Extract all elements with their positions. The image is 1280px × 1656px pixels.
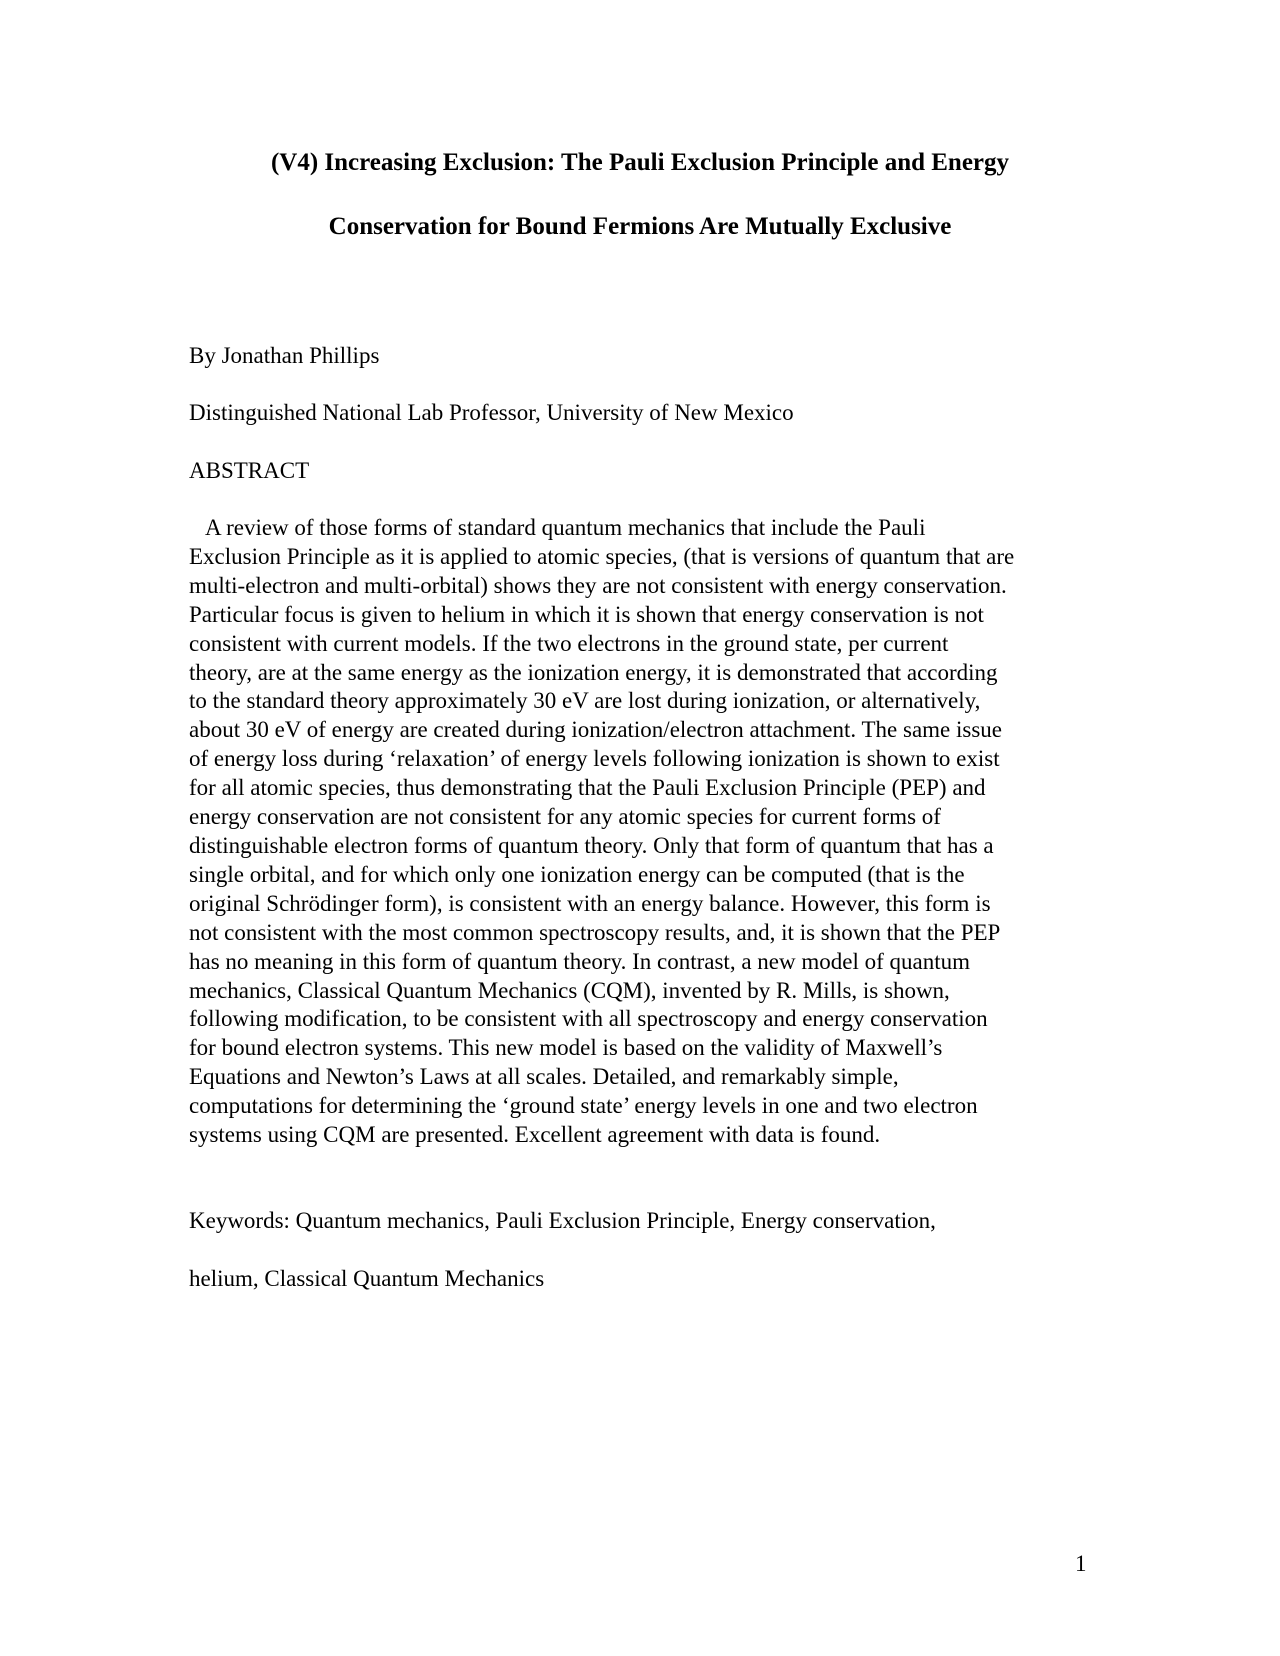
abstract-line: energy conservation are not consistent for any atomic species for current forms of [189,804,941,830]
paper-title-line-2: Conservation for Bound Fermions Are Mutually Exclusive [328,213,952,240]
abstract-line: not consistent with the most common spectroscopy results, and, it is shown that the PEP [189,919,1001,945]
abstract-line: to the standard theory approximately 30 eV are lost during ionization, or alternatively, [189,688,981,714]
abstract-line: about 30 eV of energy are created during ionization/electron attachment. The same issue [189,717,1003,743]
abstract-line: Equations and Newton’s Laws at all scales. Detailed, and remarkably simple, [189,1064,899,1090]
author-affiliation: Distinguished National Lab Professor, University of New Mexico [189,400,794,425]
paper-title-line-1: (V4) Increasing Exclusion: The Pauli Exclusion Principle and Energy [270,149,1010,176]
abstract-line: original Schrödinger form), is consistent with an energy balance. However, this form is [189,890,991,916]
abstract-line: theory, are at the same energy as the ionization energy, it is demonstrated that according [189,659,998,685]
abstract-line: following modification, to be consistent with all spectroscopy and energy conservation [189,1006,988,1032]
author-byline: By Jonathan Phillips [189,343,380,368]
abstract-line: has no meaning in this form of quantum theory. In contrast, a new model of quantum [189,948,970,974]
abstract-heading: ABSTRACT [189,458,310,483]
abstract-line: Exclusion Principle as it is applied to atomic species, (that is versions of quantum that are [189,543,1015,569]
abstract-line: systems using CQM are presented. Excellent agreement with data is found. [189,1122,881,1148]
page-number: 1 [1075,1551,1087,1576]
abstract-line: for bound electron systems. This new model is based on the validity of Maxwell’s [189,1035,943,1061]
keywords-line-1: Keywords: Quantum mechanics, Pauli Exclusion Principle, Energy conservation, [189,1208,936,1233]
abstract-line: single orbital, and for which only one ionization energy can be computed (that is the [189,861,965,887]
keywords-line-2: helium, Classical Quantum Mechanics [189,1266,545,1291]
abstract-line: of energy loss during ‘relaxation’ of energy levels following ionization is shown to exist [189,746,1000,772]
abstract-line: Particular focus is given to helium in which it is shown that energy conservation is not [189,601,984,627]
abstract-body [189,514,1094,1150]
abstract-line: computations for determining the ‘ground state’ energy levels in one and two electron [189,1093,978,1119]
abstract-line: multi-electron and multi-orbital) shows they are not consistent with energy conservation. [189,572,1007,598]
abstract-line: mechanics, Classical Quantum Mechanics (CQM), invented by R. Mills, is shown, [189,977,950,1003]
abstract-line: for all atomic species, thus demonstrating that the Pauli Exclusion Principle (PEP) and [189,775,986,801]
abstract-line: consistent with current models. If the two electrons in the ground state, per current [189,630,949,656]
abstract-line: distinguishable electron forms of quantum theory. Only that form of quantum that has a [189,832,994,858]
abstract-line: A review of those forms of standard quantum mechanics that include the Pauli [189,515,926,540]
